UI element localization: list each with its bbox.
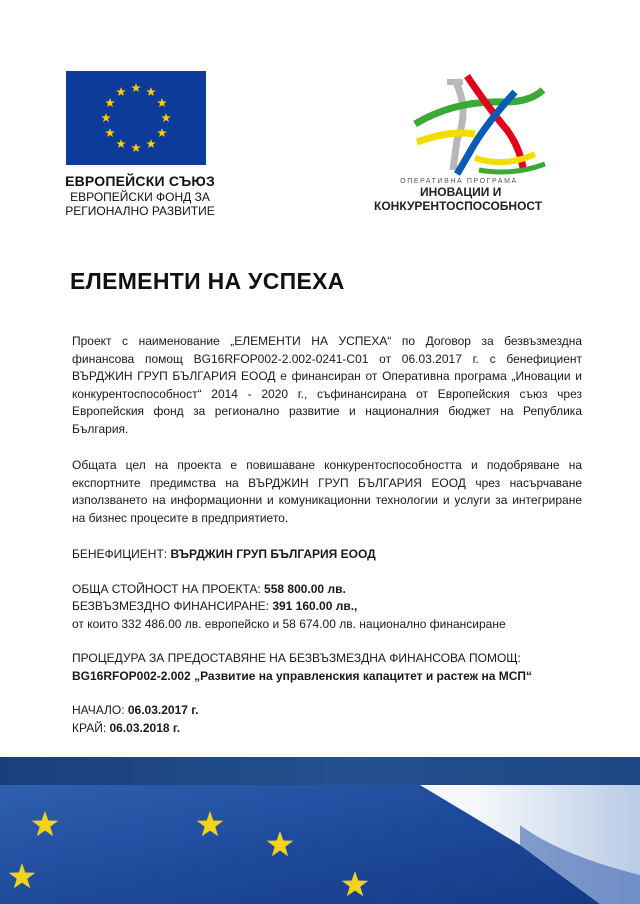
grant-line [72, 598, 582, 616]
eu-caption-line2: ЕВРОПЕЙСКИ ФОНД ЗА [70, 190, 210, 204]
grant-amount: 391 160.00 лв., [272, 599, 358, 613]
procedure-code: BG16RFOP002-2.002 „Развитие на управленския капацитет и растеж на МСП“ [72, 668, 533, 683]
footer-band [0, 757, 640, 785]
page-title: ЕЛЕМЕНТИ НА УСПЕХА [70, 268, 345, 294]
op-innovation-logo [395, 70, 555, 178]
op-caption [374, 178, 584, 213]
eu-caption-line1: ЕВРОПЕЙСКИ СЪЮЗ [65, 173, 215, 189]
end-label: КРАЙ: [72, 720, 110, 735]
eu-flag-photo [0, 785, 640, 904]
end-line [72, 720, 582, 738]
grant-label: БЕЗВЪЗМЕЗДНО ФИНАНСИРАНЕ: [72, 599, 273, 613]
eu-flag-logo [66, 71, 206, 165]
procedure-value [72, 668, 582, 686]
start-label: НАЧАЛО: [72, 703, 128, 717]
op-title-line1: ИНОВАЦИИ И [420, 185, 502, 199]
eu-caption-line3: РЕГИОНАЛНО РАЗВИТИЕ [65, 204, 215, 218]
op-title-line2: КОНКУРЕНТОСПОСОБНОСТ [374, 199, 543, 213]
eu-caption [60, 173, 220, 218]
project-goal: Общата цел на проекта е повишаване конкурентоспособността и подобряване на експортните предимства на ВЪРДЖИН ГРУП БЪЛГАРИЯ ЕООД чрез насърчаване използването на информационни и комуникационни технологии и услуги за интегриране на бизнес процесите в предприятието. [72, 458, 582, 525]
procedure-label: ПРОЦЕДУРА ЗА ПРЕДОСТАВЯНЕ НА БЕЗВЪЗМЕЗДНА ФИНАНСОВА ПОМОЩ: [72, 651, 521, 665]
total-value-label: ОБЩА СТОЙНОСТ НА ПРОЕКТА: [72, 581, 265, 596]
op-subtitle: ОПЕРАТИВНА ПРОГРАМА [400, 178, 518, 185]
start-date: 06.03.2017 г. [127, 703, 199, 717]
beneficiary-line [72, 546, 582, 564]
project-content [72, 333, 582, 737]
beneficiary-value: ВЪРДЖИН ГРУП БЪЛГАРИЯ ЕООД [170, 547, 376, 561]
grant-breakdown: от които 332 486.00 лв. европейско и 58 674.00 лв. национално финансиране [72, 616, 506, 631]
beneficiary-label: БЕНЕФИЦИЕНТ: [72, 547, 171, 561]
total-value-line [72, 581, 582, 599]
start-line [72, 702, 582, 720]
total-value-amount: 558 800.00 лв. [264, 581, 346, 596]
project-description: Проект с наименование „ЕЛЕМЕНТИ НА УСПЕХА“ по Договор за безвъзмездна финансова помощ BG16RFOP002-2.002-0241-C01 от 06.03.2017 г. с бенефициент ВЪРДЖИН ГРУП БЪЛГАРИЯ ЕООД е финансиран от Оперативна програма „Иновации и конкурентоспособност“ 2014 - 2020 г., съфинансирана от Европейския съюз чрез Европейския фонд за регионално развитие и националния бюджет на Република България. [72, 334, 582, 436]
eu-stars-circle [66, 71, 206, 165]
end-date: 06.03.2018 г. [109, 720, 181, 735]
